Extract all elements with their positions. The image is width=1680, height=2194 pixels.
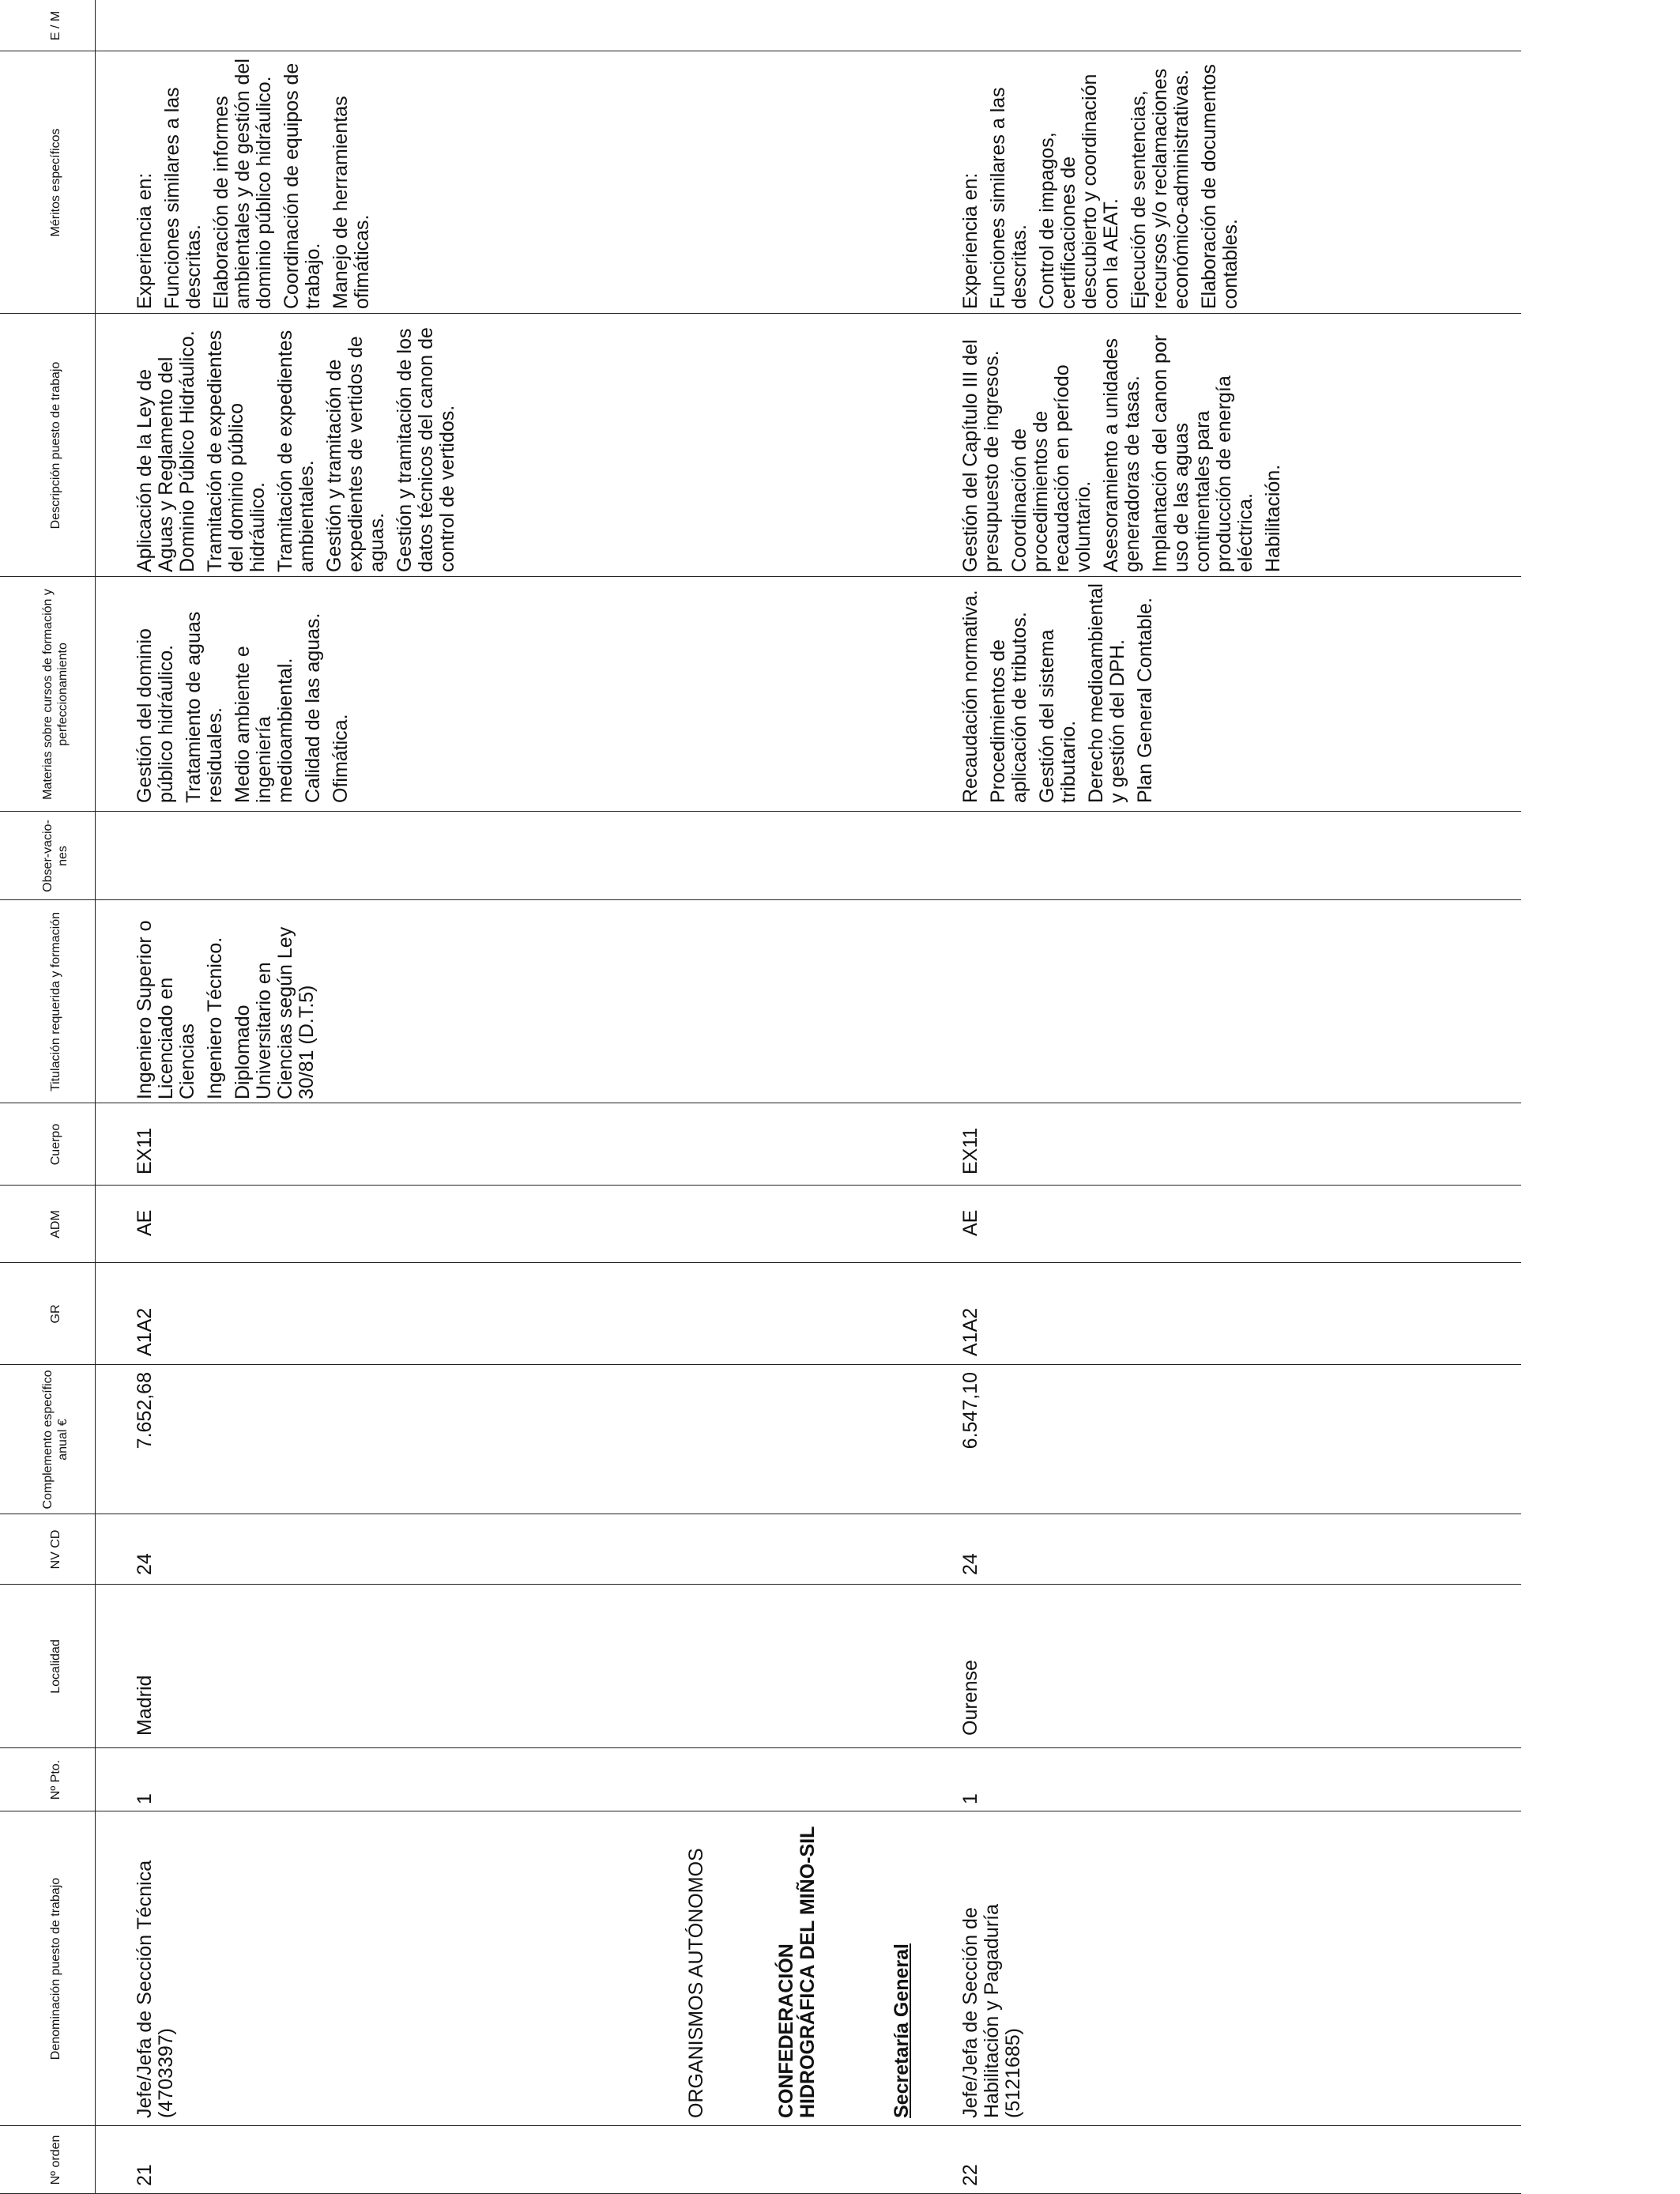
header-em: E / M <box>48 10 62 41</box>
column-divider <box>0 1747 1521 1748</box>
row21-titulacion <box>134 906 324 1099</box>
row21-nvcd: 24 <box>134 1553 156 1575</box>
column-divider <box>0 313 1521 314</box>
merito-item: Experiencia en: <box>134 172 156 309</box>
descripcion-item: Gestión y tramitación de los datos técnicos del canon de control de vertidos. <box>394 327 458 572</box>
merito-item: Control de impagos, certificaciones de descubierto y coordinación con la AEAT. <box>1036 74 1122 309</box>
row21-localidad: Madrid <box>134 1675 156 1736</box>
row21-materias <box>134 582 358 803</box>
column-divider <box>0 1262 1521 1263</box>
column-divider <box>0 1584 1521 1585</box>
titulacion-item: Ingeniero Técnico. <box>204 937 226 1099</box>
column-divider <box>0 899 1521 900</box>
row22-localidad: Ourense <box>959 1660 981 1736</box>
merito-item: Manejo de herramientas ofimáticas. <box>330 96 373 309</box>
materia-item: Medio ambiente e ingeniería medioambiental. <box>232 646 296 803</box>
merito-item: Funciones similares a las descritas. <box>161 87 205 309</box>
section-organismos: ORGANISMOS AUTÓNOMOS <box>685 1848 707 2118</box>
materia-item: Procedimientos de aplicación de tributos. <box>987 612 1030 803</box>
row22-orden: 22 <box>959 2164 981 2186</box>
merito-item: Elaboración de informes ambientales y de gestión del dominio público hidráulico. <box>210 58 275 309</box>
descripcion-item: Implantación del canon por uso de las aguas continentales para producción de energía eléctrica. <box>1149 334 1256 572</box>
materia-item: Plan General Contable. <box>1134 598 1156 803</box>
row22-gr: A1A2 <box>959 1307 981 1356</box>
header-nvcd: NV CD <box>48 1529 62 1570</box>
merito-item: Coordinación de equipos de trabajo. <box>281 62 324 309</box>
descripcion-item: Tramitación de expedientes ambientales. <box>274 330 318 572</box>
header-gr: GR <box>48 1304 62 1324</box>
header-bottom-rule <box>95 0 96 2194</box>
materia-item: Derecho medioambiental y gestión del DPH. <box>1085 583 1128 803</box>
header-titulacion: Titulación requerida y formación <box>48 911 62 1092</box>
section-secretaria: Secretaría General <box>891 1943 913 2118</box>
header-observaciones: Obser-vacio-nes <box>41 820 70 892</box>
header-complemento: Complemento específico anual € <box>41 1370 70 1510</box>
descripcion-item: Aplicación de la Ley de Aguas y Reglamento del Dominio Público Hidráulico. <box>134 330 198 572</box>
column-divider <box>0 1185 1521 1186</box>
row21-complemento: 7.652,68 <box>134 1372 156 1449</box>
header-localidad: Localidad <box>48 1639 62 1694</box>
row22-pto: 1 <box>959 1793 981 1804</box>
titulacion-item: Diplomado Universitario en Ciencias según Ley 30/81 (D.T.5) <box>232 926 318 1099</box>
descripcion-item: Asesoramiento a unidades generadoras de tasas. <box>1100 337 1143 572</box>
row22-denominacion: Jefe/Jefa de Sección de Habilitación y Pagaduría (5121685) <box>959 1904 1024 2118</box>
row21-cuerpo: EX11 <box>134 1127 156 1174</box>
column-divider <box>0 576 1521 577</box>
row21-descripcion <box>134 315 465 572</box>
descripcion-item: Gestión del Capítulo III del presupuesto de ingresos. <box>959 339 1003 572</box>
row22-materias <box>960 582 1162 803</box>
row21-gr: A1A2 <box>134 1307 156 1356</box>
materia-item: Calidad de las aguas. <box>302 613 324 803</box>
merito-item: Experiencia en: <box>959 172 981 309</box>
materia-item: Ofimática. <box>330 714 352 803</box>
header-orden: Nº orden <box>48 2135 62 2185</box>
descripcion-item: Gestión y tramitación de expedientes de vertidos de aguas. <box>323 336 388 572</box>
header-materias: Materias sobre cursos de formación y perfeccionamiento <box>41 589 70 800</box>
column-divider <box>0 1364 1521 1365</box>
merito-item: Elaboración de documentos contables. <box>1198 64 1241 309</box>
header-denominacion: Denominación puesto de trabajo <box>48 1877 62 2060</box>
column-divider <box>0 811 1521 812</box>
merito-item: Ejecución de sentencias, recursos y/o reclamaciones económico-administrativas. <box>1128 68 1192 309</box>
descripcion-item: Coordinación de procedimientos de recaudación en período voluntario. <box>1008 364 1094 572</box>
materia-item: Gestión del sistema tributario. <box>1036 629 1079 803</box>
column-divider <box>0 2125 1521 2126</box>
descripcion-item: Tramitación de expedientes del dominio público hidráulico. <box>204 330 269 572</box>
header-adm: ADM <box>48 1210 62 1238</box>
row21-meritos <box>134 52 379 309</box>
row21-denominacion: Jefe/Jefa de Sección Técnica (4703397) <box>134 1860 177 2118</box>
row21-orden: 21 <box>134 2164 156 2186</box>
row22-meritos <box>960 52 1248 309</box>
row22-nvcd: 24 <box>959 1553 981 1575</box>
row22-descripcion <box>960 315 1290 572</box>
materia-item: Tratamiento de aguas residuales. <box>183 611 226 803</box>
row22-complemento: 6.547,10 <box>959 1372 981 1449</box>
materia-item: Gestión del dominio público hidráulico. <box>134 628 177 803</box>
header-cuerpo: Cuerpo <box>48 1123 62 1166</box>
section-confederacion: CONFEDERACIÓN HIDROGRÁFICA DEL MIÑO-SIL <box>775 1826 819 2118</box>
titulacion-item: Ingeniero Superior o Licenciado en Ciencias <box>134 920 198 1099</box>
header-pto: Nº Pto. <box>48 1759 62 1800</box>
header-meritos: Méritos específicos <box>48 128 62 237</box>
merito-item: Funciones similares a las descritas. <box>987 87 1030 309</box>
materia-item: Recaudación normativa. <box>959 590 981 803</box>
row22-adm: AE <box>959 1209 981 1236</box>
header-descripcion: Descripción puesto de trabajo <box>48 361 62 530</box>
row21-pto: 1 <box>134 1793 156 1804</box>
row21-adm: AE <box>134 1209 156 1236</box>
descripcion-item: Habilitación. <box>1262 464 1284 572</box>
row22-cuerpo: EX11 <box>959 1127 981 1174</box>
